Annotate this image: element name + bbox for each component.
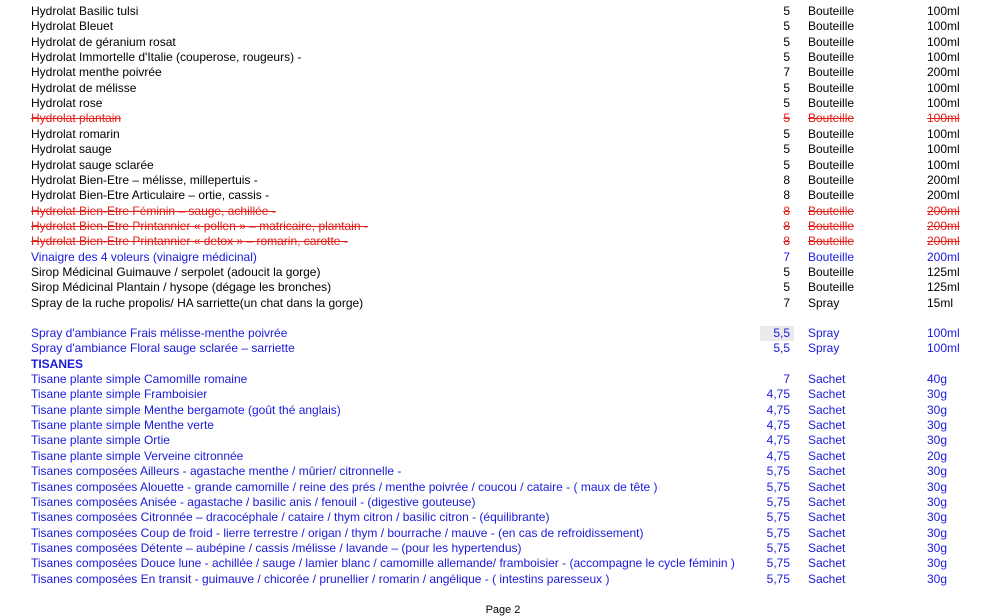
product-name: Spray d'ambiance Frais mélisse-menthe poivrée bbox=[31, 326, 288, 340]
product-name: Hydrolat Basilic tulsi bbox=[31, 4, 139, 18]
price-cell: 5,75 bbox=[766, 556, 790, 570]
product-name: TISANES bbox=[31, 357, 84, 371]
price-cell: 5,75 bbox=[766, 526, 790, 540]
table-row bbox=[0, 96, 1006, 111]
price-cell: 7 bbox=[783, 250, 790, 264]
price-cell: 5 bbox=[783, 127, 790, 141]
table-row bbox=[0, 50, 1006, 65]
table-row bbox=[0, 495, 1006, 510]
table-row bbox=[0, 158, 1006, 173]
table-row bbox=[0, 188, 1006, 203]
product-name: Vinaigre des 4 voleurs (vinaigre médicinal) bbox=[31, 250, 257, 264]
product-name: Tisanes composées Douce lune - achillée / sauge / lamier blanc / camomille allemande/ framboisier - (accompagne le cycle féminin ) bbox=[31, 556, 735, 570]
table-row bbox=[0, 280, 1006, 295]
unit-cell: Spray bbox=[808, 296, 840, 310]
table-row bbox=[0, 464, 1006, 479]
quantity-cell: 100ml bbox=[927, 127, 960, 141]
unit-cell: Sachet bbox=[808, 480, 846, 494]
unit-cell: Bouteille bbox=[808, 19, 855, 33]
unit-cell: Sachet bbox=[808, 449, 846, 463]
quantity-cell: 30g bbox=[927, 556, 948, 570]
price-cell: 5,75 bbox=[766, 480, 790, 494]
product-name: Hydrolat Bleuet bbox=[31, 19, 114, 33]
table-row bbox=[0, 449, 1006, 464]
quantity-cell: 40g bbox=[927, 372, 948, 386]
unit-cell: Sachet bbox=[808, 464, 846, 478]
product-name: Tisane plante simple Verveine citronnée bbox=[31, 449, 244, 463]
product-name: Spray d'ambiance Floral sauge sclarée – sarriette bbox=[31, 341, 295, 355]
table-row bbox=[0, 418, 1006, 433]
quantity-cell: 100ml bbox=[927, 158, 960, 172]
quantity-cell: 100ml bbox=[927, 326, 960, 340]
unit-cell: Sachet bbox=[808, 541, 846, 555]
price-cell: 5,75 bbox=[766, 464, 790, 478]
quantity-cell: 30g bbox=[927, 464, 948, 478]
unit-cell: Bouteille bbox=[808, 234, 855, 248]
table-row bbox=[0, 526, 1006, 541]
table-row bbox=[0, 142, 1006, 157]
unit-cell: Bouteille bbox=[808, 265, 855, 279]
price-cell: 4,75 bbox=[766, 403, 790, 417]
product-name: Hydrolat Bien-Etre Féminin – sauge, achillée - bbox=[31, 204, 276, 218]
table-row bbox=[0, 433, 1006, 448]
table-row bbox=[0, 127, 1006, 142]
table-row bbox=[0, 19, 1006, 34]
quantity-cell: 200ml bbox=[927, 188, 960, 202]
unit-cell: Bouteille bbox=[808, 81, 855, 95]
product-name: Hydrolat Bien-Etre – mélisse, millepertuis - bbox=[31, 173, 258, 187]
table-row bbox=[0, 387, 1006, 402]
price-cell: 5 bbox=[783, 96, 790, 110]
section-heading bbox=[0, 357, 1006, 372]
quantity-cell: 30g bbox=[927, 526, 948, 540]
price-cell: 5,75 bbox=[766, 572, 790, 586]
unit-cell: Sachet bbox=[808, 510, 846, 524]
table-row bbox=[0, 111, 1006, 126]
price-cell: 5 bbox=[783, 158, 790, 172]
price-cell: 5 bbox=[783, 35, 790, 49]
price-cell: 5 bbox=[783, 19, 790, 33]
quantity-cell: 100ml bbox=[927, 111, 960, 125]
quantity-cell: 30g bbox=[927, 495, 948, 509]
price-cell: 5,5 bbox=[773, 326, 790, 340]
product-name: Hydrolat Bien-Etre Printannier « pollen » – matricaire, plantain - bbox=[31, 219, 368, 233]
quantity-cell: 200ml bbox=[927, 173, 960, 187]
product-name: Hydrolat Bien-Etre Printannier « detox » – romarin, carotte - bbox=[31, 234, 348, 248]
quantity-cell: 100ml bbox=[927, 35, 960, 49]
quantity-cell: 30g bbox=[927, 572, 948, 586]
table-row bbox=[0, 173, 1006, 188]
price-cell: 4,75 bbox=[766, 433, 790, 447]
product-name: Tisane plante simple Menthe bergamote (goût thé anglais) bbox=[31, 403, 341, 417]
unit-cell: Bouteille bbox=[808, 250, 855, 264]
unit-cell: Sachet bbox=[808, 387, 846, 401]
quantity-cell: 30g bbox=[927, 510, 948, 524]
quantity-cell: 100ml bbox=[927, 19, 960, 33]
product-name: Hydrolat plantain bbox=[31, 111, 122, 125]
quantity-cell: 125ml bbox=[927, 280, 960, 294]
quantity-cell: 200ml bbox=[927, 234, 960, 248]
unit-cell: Sachet bbox=[808, 403, 846, 417]
price-cell: 8 bbox=[783, 204, 790, 218]
product-name: Tisanes composées Citronnée – dracocéphale / cataire / thym citron / basilic citron - (équilibrante) bbox=[31, 510, 550, 524]
quantity-cell: 20g bbox=[927, 449, 948, 463]
price-cell: 5,75 bbox=[766, 541, 790, 555]
quantity-cell: 30g bbox=[927, 403, 948, 417]
product-name: Hydrolat de mélisse bbox=[31, 81, 137, 95]
table-row bbox=[0, 480, 1006, 495]
product-name: Sirop Médicinal Guimauve / serpolet (adoucit la gorge) bbox=[31, 265, 321, 279]
price-cell: 5 bbox=[783, 50, 790, 64]
product-name: Sirop Médicinal Plantain / hysope (dégage les bronches) bbox=[31, 280, 332, 294]
table-row bbox=[0, 296, 1006, 311]
unit-cell: Bouteille bbox=[808, 35, 855, 49]
unit-cell: Bouteille bbox=[808, 111, 855, 125]
quantity-cell: 30g bbox=[927, 418, 948, 432]
product-name: Spray de la ruche propolis/ HA sarriette(un chat dans la gorge) bbox=[31, 296, 364, 310]
product-name: Tisane plante simple Ortie bbox=[31, 433, 170, 447]
product-name: Hydrolat romarin bbox=[31, 127, 120, 141]
price-cell: 8 bbox=[783, 188, 790, 202]
quantity-cell: 200ml bbox=[927, 65, 960, 79]
price-cell: 7 bbox=[783, 372, 790, 386]
price-cell: 5 bbox=[783, 280, 790, 294]
unit-cell: Sachet bbox=[808, 418, 846, 432]
table-row bbox=[0, 234, 1006, 249]
unit-cell: Sachet bbox=[808, 372, 846, 386]
product-name: Tisanes composées En transit - guimauve / chicorée / prunellier / romarin / angélique - ( intestins paresseux ) bbox=[31, 572, 610, 586]
price-cell: 8 bbox=[783, 234, 790, 248]
unit-cell: Spray bbox=[808, 326, 840, 340]
price-cell: 5 bbox=[783, 81, 790, 95]
product-name: Hydrolat Bien-Etre Articulaire – ortie, cassis - bbox=[31, 188, 270, 202]
price-cell: 8 bbox=[783, 219, 790, 233]
table-row bbox=[0, 81, 1006, 96]
table-row bbox=[0, 556, 1006, 571]
product-name: Tisanes composées Coup de froid - lierre terrestre / origan / thym / bourrache / mauve - (en cas de refroidissement) bbox=[31, 526, 644, 540]
product-name: Tisane plante simple Framboisier bbox=[31, 387, 208, 401]
unit-cell: Sachet bbox=[808, 433, 846, 447]
unit-cell: Bouteille bbox=[808, 188, 855, 202]
price-cell: 5 bbox=[783, 4, 790, 18]
product-name: Hydrolat rose bbox=[31, 96, 103, 110]
price-cell: 5 bbox=[783, 142, 790, 156]
page-footer: Page 2 bbox=[485, 604, 521, 616]
table-row bbox=[0, 65, 1006, 80]
quantity-cell: 100ml bbox=[927, 4, 960, 18]
quantity-cell: 100ml bbox=[927, 96, 960, 110]
quantity-cell: 30g bbox=[927, 433, 948, 447]
table-row bbox=[0, 510, 1006, 525]
unit-cell: Bouteille bbox=[808, 158, 855, 172]
product-name: Tisanes composées Détente – aubépine / cassis /mélisse / lavande – (pour les hypertendus) bbox=[31, 541, 522, 555]
quantity-cell: 100ml bbox=[927, 142, 960, 156]
table-row bbox=[0, 403, 1006, 418]
unit-cell: Sachet bbox=[808, 572, 846, 586]
unit-cell: Sachet bbox=[808, 556, 846, 570]
price-cell: 5,75 bbox=[766, 510, 790, 524]
unit-cell: Bouteille bbox=[808, 219, 855, 233]
unit-cell: Bouteille bbox=[808, 96, 855, 110]
unit-cell: Sachet bbox=[808, 495, 846, 509]
table-row bbox=[0, 341, 1006, 356]
quantity-cell: 30g bbox=[927, 541, 948, 555]
price-cell: 5,5 bbox=[773, 341, 790, 355]
quantity-cell: 100ml bbox=[927, 81, 960, 95]
quantity-cell: 30g bbox=[927, 387, 948, 401]
quantity-cell: 30g bbox=[927, 480, 948, 494]
product-name: Hydrolat sauge sclarée bbox=[31, 158, 154, 172]
quantity-cell: 100ml bbox=[927, 50, 960, 64]
price-cell: 4,75 bbox=[766, 449, 790, 463]
quantity-cell: 100ml bbox=[927, 341, 960, 355]
quantity-cell: 200ml bbox=[927, 219, 960, 233]
quantity-cell: 125ml bbox=[927, 265, 960, 279]
unit-cell: Bouteille bbox=[808, 142, 855, 156]
product-name: Hydrolat menthe poivrée bbox=[31, 65, 162, 79]
table-row bbox=[0, 572, 1006, 587]
unit-cell: Bouteille bbox=[808, 50, 855, 64]
price-cell: 4,75 bbox=[766, 418, 790, 432]
price-cell: 8 bbox=[783, 173, 790, 187]
unit-cell: Bouteille bbox=[808, 204, 855, 218]
unit-cell: Bouteille bbox=[808, 127, 855, 141]
quantity-cell: 15ml bbox=[927, 296, 954, 310]
product-name: Tisanes composées Anisée - agastache / basilic anis / fenouil - (digestive gouteuse) bbox=[31, 495, 476, 509]
quantity-cell: 200ml bbox=[927, 250, 960, 264]
quantity-cell: 200ml bbox=[927, 204, 960, 218]
unit-cell: Spray bbox=[808, 341, 840, 355]
product-name: Tisanes composées Ailleurs - agastache menthe / mûrier/ citronnelle - bbox=[31, 464, 402, 478]
price-cell: 5 bbox=[783, 265, 790, 279]
price-cell: 5,75 bbox=[766, 495, 790, 509]
unit-cell: Sachet bbox=[808, 526, 846, 540]
table-row bbox=[0, 326, 1006, 341]
price-cell: 7 bbox=[783, 65, 790, 79]
table-row bbox=[0, 204, 1006, 219]
unit-cell: Bouteille bbox=[808, 173, 855, 187]
price-cell: 7 bbox=[783, 296, 790, 310]
table-row bbox=[0, 35, 1006, 50]
unit-cell: Bouteille bbox=[808, 65, 855, 79]
table-row bbox=[0, 541, 1006, 556]
price-cell: 5 bbox=[783, 111, 790, 125]
product-name: Tisane plante simple Camomille romaine bbox=[31, 372, 248, 386]
table-row bbox=[0, 219, 1006, 234]
unit-cell: Bouteille bbox=[808, 280, 855, 294]
product-name: Tisanes composées Alouette - grande camomille / reine des prés / menthe poivrée / coucou / cataire - ( maux de tête ) bbox=[31, 480, 658, 494]
table-row bbox=[0, 265, 1006, 280]
unit-cell: Bouteille bbox=[808, 4, 855, 18]
product-name: Hydrolat sauge bbox=[31, 142, 112, 156]
price-cell: 4,75 bbox=[766, 387, 790, 401]
table-row bbox=[0, 372, 1006, 387]
product-name: Hydrolat de géranium rosat bbox=[31, 35, 176, 49]
table-row bbox=[0, 4, 1006, 19]
product-name: Hydrolat Immortelle d'Italie (couperose, rougeurs) - bbox=[31, 50, 302, 64]
table-row bbox=[0, 250, 1006, 265]
product-name: Tisane plante simple Menthe verte bbox=[31, 418, 214, 432]
